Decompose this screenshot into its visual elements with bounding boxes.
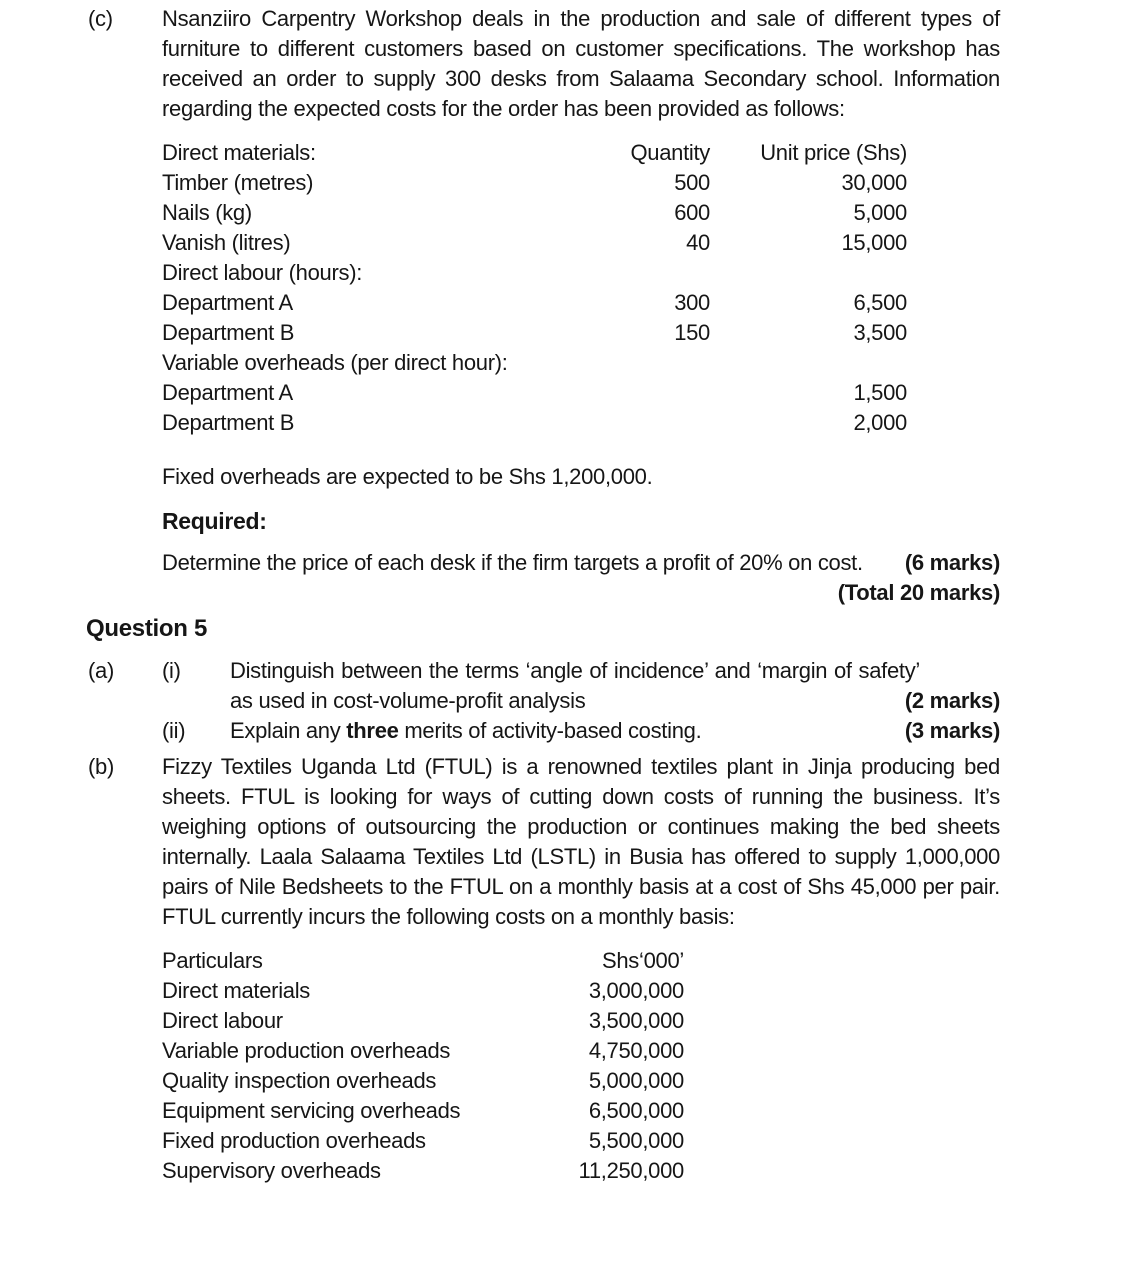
row-particulars: Quality inspection overheads: [162, 1068, 437, 1093]
row-unit-price: 1,500: [853, 380, 907, 405]
table-row: [162, 318, 907, 348]
row-unit-price: 30,000: [841, 170, 907, 195]
row-amount: 6,500,000: [588, 1098, 684, 1123]
row-quantity: [620, 258, 710, 288]
item-ii-text-post: merits of activity-based costing.: [398, 718, 702, 743]
table-row: [162, 1066, 684, 1096]
row-amount: 3,000,000: [588, 978, 684, 1003]
row-amount: 3,500,000: [588, 1008, 684, 1033]
column-header-quantity: Quantity: [630, 140, 710, 165]
section-c-label: (c): [88, 6, 113, 31]
column-header-item: Direct materials:: [162, 140, 316, 165]
row-particulars: Equipment servicing overheads: [162, 1098, 461, 1123]
table-row: [162, 976, 684, 1006]
table-row: [162, 288, 907, 318]
item-ii-label: (ii): [162, 718, 186, 743]
row-item: Department B: [162, 410, 295, 435]
row-particulars: Variable production overheads: [162, 1038, 451, 1063]
table-row: [162, 1156, 684, 1186]
row-particulars: Direct materials: [162, 978, 311, 1003]
row-unit-price: 2,000: [853, 410, 907, 435]
task-block: [162, 548, 1000, 578]
fixed-overheads-note: Fixed overheads are expected to be Shs 1,200,000.: [162, 464, 653, 489]
table-header-row: [162, 946, 684, 976]
row-amount: 5,000,000: [588, 1068, 684, 1093]
row-unit-price: 6,500: [853, 290, 907, 315]
table-row: [162, 1006, 684, 1036]
monthly-costs-table: [162, 946, 684, 1186]
row-quantity: [620, 348, 710, 378]
row-unit-price: 5,000: [853, 200, 907, 225]
column-header-particulars: Particulars: [162, 948, 263, 973]
row-item: Department A: [162, 380, 293, 405]
row-quantity: 40: [686, 230, 710, 255]
row-particulars: Fixed production overheads: [162, 1128, 426, 1153]
row-item: Nails (kg): [162, 200, 252, 225]
item-ii-text-bold: three: [346, 718, 399, 743]
part-b-paragraph: Fizzy Textiles Uganda Ltd (FTUL) is a renowned textiles plant in Jinja producing bed sheets. FTUL is looking for ways of cutting down costs of running the business. It’s weighing options of outsourcing the production or continues making the bed sheets internally. Laala Salaama Textiles Ltd (LSTL) in Busia has offered to supply 1,000,000 pairs of Nile Bedsheets to the FTUL on a monthly basis at a cost of Shs 45,000 per pair. FTUL currently incurs the following costs on a monthly basis:: [162, 754, 1000, 929]
row-unit-price: [710, 348, 907, 378]
row-unit-price: 15,000: [841, 230, 907, 255]
row-particulars: Direct labour: [162, 1008, 283, 1033]
row-quantity: 600: [674, 200, 710, 225]
total-marks: (Total 20 marks): [837, 580, 1000, 605]
question-5-part-a: [88, 656, 1138, 746]
question-5-heading: Question 5: [86, 615, 208, 642]
section-c-paragraph: Nsanziiro Carpentry Workshop deals in the production and sale of different types of furniture to different customers based on customer specifications. The workshop has received an order to supply 300 desks from Salaama Secondary school. Information regarding the expected costs for the order has been provided as follows:: [162, 6, 1000, 121]
table-row: [162, 1096, 684, 1126]
row-item: Department B: [162, 320, 295, 345]
row-quantity: 150: [674, 320, 710, 345]
row-item: Department A: [162, 290, 293, 315]
required-heading: Required:: [162, 508, 267, 534]
row-amount: 4,750,000: [588, 1038, 684, 1063]
section-c: [88, 4, 1138, 124]
question-5-part-b: [88, 752, 1138, 932]
part-a-item-ii: [162, 716, 1000, 746]
item-ii-text-pre: Explain any: [230, 718, 347, 743]
row-item: Direct labour (hours):: [162, 260, 363, 285]
table-row: [162, 198, 907, 228]
part-a-item-i: [162, 656, 1000, 716]
row-particulars: Supervisory overheads: [162, 1158, 381, 1183]
row-quantity: 500: [674, 170, 710, 195]
table-row: [162, 378, 907, 408]
row-unit-price: 3,500: [853, 320, 907, 345]
marks-badge: (3 marks): [904, 718, 1000, 743]
table-row: [162, 348, 907, 378]
row-quantity: [620, 378, 710, 408]
table-row: [162, 258, 907, 288]
table-row: [162, 1036, 684, 1066]
item-i-text: Distinguish between the terms ‘angle of incidence’ and ‘margin of safety’ as used in cost-volume-profit analysis: [230, 658, 920, 713]
desk-order-cost-table: [162, 138, 907, 438]
row-item: Variable overheads (per direct hour):: [162, 350, 508, 375]
part-b-label: (b): [88, 754, 114, 779]
row-item: Timber (metres): [162, 170, 314, 195]
table-row: [162, 1126, 684, 1156]
table-row: [162, 168, 907, 198]
column-header-unit-price: Unit price (Shs): [760, 140, 907, 165]
item-i-label: (i): [162, 658, 181, 683]
table-header-row: [162, 138, 907, 168]
row-item: Vanish (litres): [162, 230, 291, 255]
part-a-label: (a): [88, 658, 114, 683]
item-ii-text: [230, 716, 920, 746]
row-quantity: [620, 408, 710, 438]
row-unit-price: [710, 258, 907, 288]
marks-badge: (2 marks): [904, 688, 1000, 713]
task-text: Determine the price of each desk if the firm targets a profit of 20% on cost.: [162, 550, 863, 575]
row-amount: 5,500,000: [588, 1128, 684, 1153]
table-row: [162, 408, 907, 438]
marks-badge: (6 marks): [904, 550, 1000, 575]
row-amount: 11,250,000: [578, 1158, 684, 1183]
table-row: [162, 228, 907, 258]
column-header-amount: Shs‘000’: [602, 948, 684, 973]
row-quantity: 300: [674, 290, 710, 315]
